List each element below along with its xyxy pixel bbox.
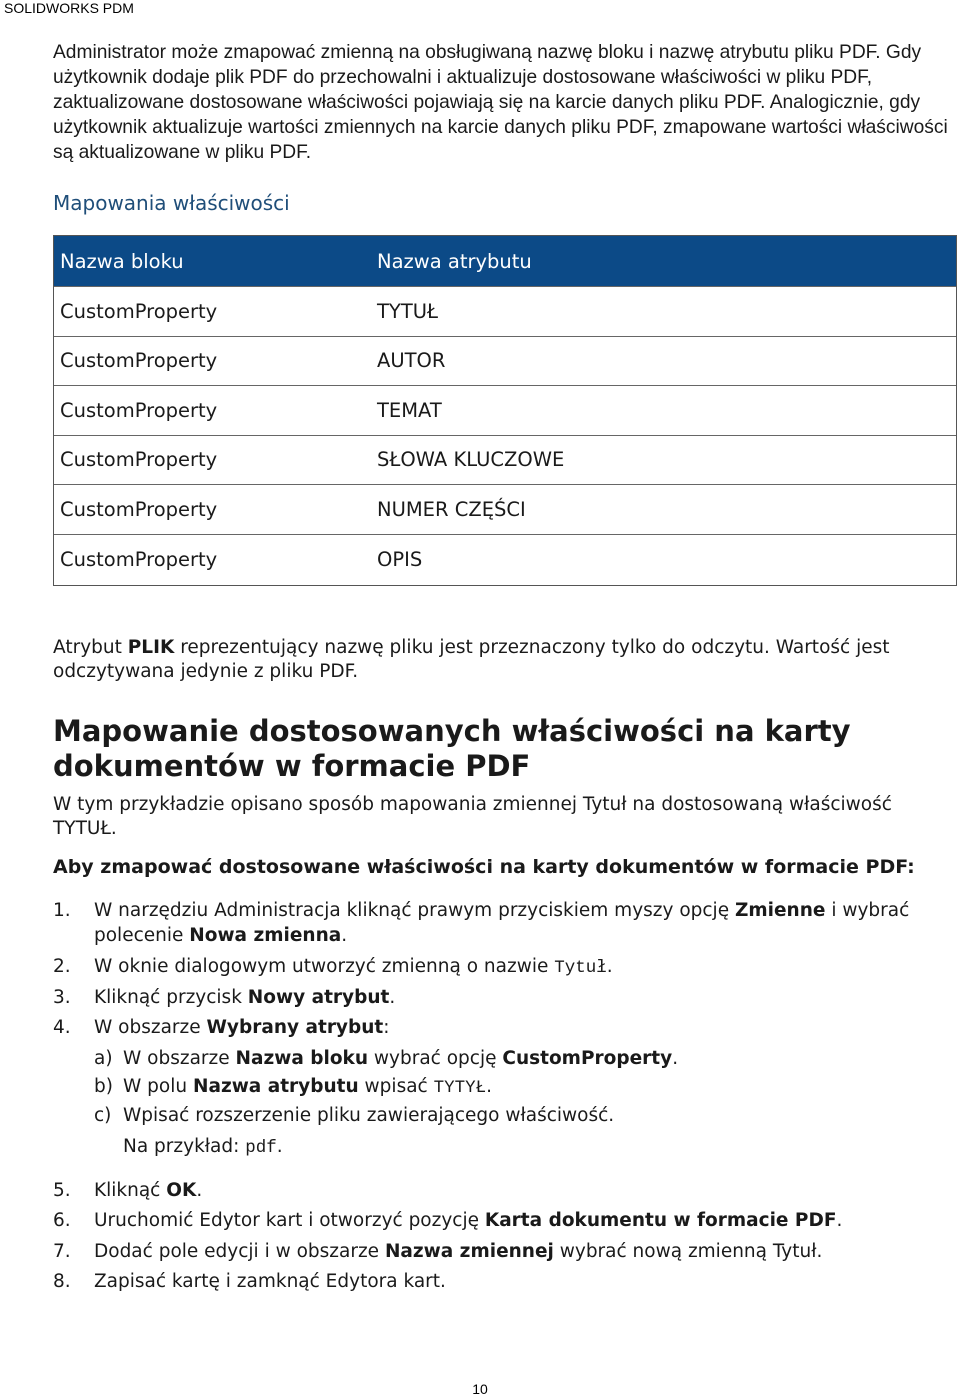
table-row	[54, 534, 956, 585]
table-row	[54, 484, 956, 534]
step-text: Dodać pole edycji i w obszarze Nazwa zmiennej wybrać nową zmienną Tytuł.	[94, 1241, 823, 1262]
cell-block: CustomProperty	[60, 497, 218, 521]
header-block-name: Nazwa bloku	[60, 249, 184, 273]
cell-block: CustomProperty	[60, 548, 218, 571]
step-number: 7.	[53, 1241, 71, 1262]
step-text: W oknie dialogowym utworzyć zmienną o nazwie Tytuł.	[94, 956, 613, 978]
table-title: Mapowania właściwości	[53, 191, 290, 215]
intro-paragraph: Administrator może zmapować zmienną na obsługiwaną nazwę bloku i nazwę atrybutu pliku PDF. Gdy użytkownik dodaje plik PDF do przechowalni i aktualizuje dostosowane właściwości w pliku PDF, zaktualizowane dostosowane właściwości pojawiają się na karcie danych pliku PDF. Analogicznie, gdy użytkownik aktualizuje wartości zmiennych na karcie danych pliku PDF, zmapowane wartości właściwości są aktualizowane w pliku PDF.	[53, 42, 948, 163]
step-number: 6.	[53, 1210, 71, 1231]
table-row	[54, 336, 956, 386]
cell-block: CustomProperty	[60, 299, 218, 323]
table-row	[54, 385, 956, 435]
cell-attribute: AUTOR	[377, 349, 446, 373]
cell-attribute: OPIS	[377, 548, 423, 571]
read-only-note	[53, 636, 958, 684]
step-number: 5.	[53, 1180, 71, 1201]
cell-block: CustomProperty	[60, 398, 218, 422]
step-text: W narzędziu Administracja kliknąć prawym przyciskiem myszy opcję Zmienne i wybrać polecenie Nowa zmienna.	[94, 900, 910, 946]
step-number: 4.	[53, 1017, 71, 1038]
substep-letter: c)	[94, 1105, 112, 1126]
step-number: 1.	[53, 900, 71, 921]
substep-letter: b)	[94, 1076, 113, 1097]
cell-block: CustomProperty	[60, 349, 218, 373]
table-row	[54, 435, 956, 485]
procedure-title: Aby zmapować dostosowane właściwości na karty dokumentów w formacie PDF:	[53, 856, 915, 878]
section-description: W tym przykładzie opisano sposób mapowania zmiennej Tytuł na dostosowaną właściwość TYTUŁ.	[53, 794, 892, 839]
cell-block: CustomProperty	[60, 448, 218, 472]
table-row	[54, 286, 956, 336]
header-attribute-name: Nazwa atrybutu	[377, 249, 532, 273]
cell-attribute: NUMER CZĘŚCI	[377, 497, 526, 521]
page-number: 10	[472, 1381, 488, 1397]
note-prefix: Atrybut	[53, 637, 128, 658]
step-text: Kliknąć OK.	[94, 1180, 203, 1201]
step-number: 8.	[53, 1271, 71, 1292]
note-bold: PLIK	[127, 637, 175, 658]
substep-text: W polu Nazwa atrybutu wpisać TYTYŁ.	[123, 1076, 492, 1098]
cell-attribute: TEMAT	[377, 398, 442, 422]
step-text: W obszarze Wybrany atrybut:	[94, 1017, 390, 1038]
running-header: SOLIDWORKS PDM	[4, 0, 134, 16]
substep-letter: a)	[94, 1048, 113, 1069]
step-text: Zapisać kartę i zamknąć Edytora kart.	[94, 1271, 446, 1292]
step-text: Kliknąć przycisk Nowy atrybut.	[94, 987, 396, 1008]
substep-text: W obszarze Nazwa bloku wybrać opcję CustomProperty.	[123, 1048, 679, 1069]
section-title: Mapowanie dostosowanych właściwości na karty dokumentów w formacie PDF	[53, 714, 851, 783]
mapping-table	[53, 235, 957, 586]
cell-attribute: TYTUŁ	[377, 299, 438, 323]
example-text: Na przykład: pdf.	[123, 1136, 283, 1158]
step-text: Uruchomić Edytor kart i otworzyć pozycję Karta dokumentu w formacie PDF.	[94, 1210, 843, 1231]
step-number: 3.	[53, 987, 71, 1008]
note-suffix: reprezentujący nazwę pliku jest przeznaczony tylko do odczytu. Wartość jest odczytywana jedynie z pliku PDF.	[53, 637, 890, 682]
step-number: 2.	[53, 956, 71, 977]
cell-attribute: SŁOWA KLUCZOWE	[377, 448, 565, 472]
table-header-row	[54, 236, 956, 286]
substep-text: Wpisać rozszerzenie pliku zawierającego właściwość.	[123, 1105, 615, 1126]
